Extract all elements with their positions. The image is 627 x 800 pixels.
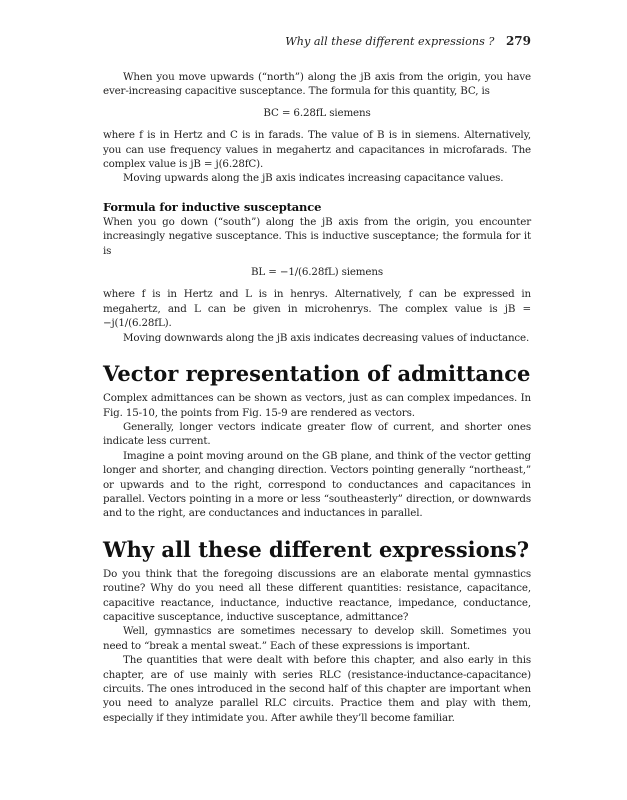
paragraph: When you move upwards (“north”) along the jB axis from the origin, you have ever-increasing capacitive susceptance. The formula for this quantity, BC, is: [103, 71, 531, 98]
paragraph: Generally, longer vectors indicate greater flow of current, and shorter ones indicate less current.: [103, 420, 531, 448]
paragraph: Imagine a point moving around on the GB plane, and think of the vector getting longer and shorter, and changing direction. Vectors pointing generally “northeast,” or upwards and to the right, correspond to conductances and capacitances in parallel. Vectors pointing in a more or less “southeasterly” direction, or downwards and to the right, are conductances and inductances in parallel.: [103, 449, 531, 520]
subheading-inductive-susceptance: Formula for inductive susceptance: [103, 199, 322, 214]
heading-vector-representation: Vector representation of admittance: [103, 361, 531, 387]
paragraph: Well, gymnastics are sometimes necessary to develop skill. Sometimes you need to “break a mental sweat.” Each of these expressions is important.: [103, 625, 531, 652]
paragraph: The quantities that were dealt with before this chapter, and also early in this chapter, are of use mainly with series RLC (resistance-inductance-capacitance) circuits. The ones introduced in the second half of this chapter are important when you need to analyze parallel RLC circuits. Practice them and play with them, especially if they intimidate you. After awhile they’ll become familiar.: [103, 654, 531, 724]
paragraph: where f is in Hertz and L is in henrys. Alternatively, f can be expressed in megahertz, and L can be given in microhenrys. The complex value is jB = −j(1/(6.28fL).: [103, 288, 531, 330]
equation-capacitive-susceptance: BC = 6.28fL siemens: [263, 106, 371, 119]
paragraph: where f is in Hertz and C is in farads. The value of B is in siemens. Alternatively, you can use frequency values in megahertz and capacitances in microfarads. The complex value is jB = j(6.28fC).: [103, 129, 531, 171]
page-content: [103, 70, 531, 725]
paragraph: Moving upwards along the jB axis indicates increasing capacitance values.: [123, 172, 504, 185]
paragraph: Do you think that the foregoing discussions are an elaborate mental gymnastics routine? Why do you need all these different quantities: resistance, capacitance, capacitive reactance, inductance, inductive reactance, impedance, conductance, capacitive susceptance, inductive susceptance, admittance?: [103, 567, 531, 623]
paragraph: When you go down (“south”) along the jB axis from the origin, you encounter increasingly negative susceptance. This is inductive susceptance; the formula for it is: [103, 215, 531, 257]
equation-inductive-susceptance: BL = −1/(6.28fL) siemens: [251, 266, 383, 279]
paragraph: Complex admittances can be shown as vectors, just as can complex impedances. In Fig. 15-10, the points from Fig. 15-9 are rendered as vectors.: [103, 392, 531, 419]
page-number: 279: [505, 34, 531, 48]
running-title: Why all these different expressions ?: [285, 35, 495, 48]
running-header: [103, 34, 531, 48]
heading-why-expressions: Why all these different expressions?: [103, 536, 530, 562]
paragraph: Moving downwards along the jB axis indicates decreasing values of inductance.: [123, 331, 530, 344]
